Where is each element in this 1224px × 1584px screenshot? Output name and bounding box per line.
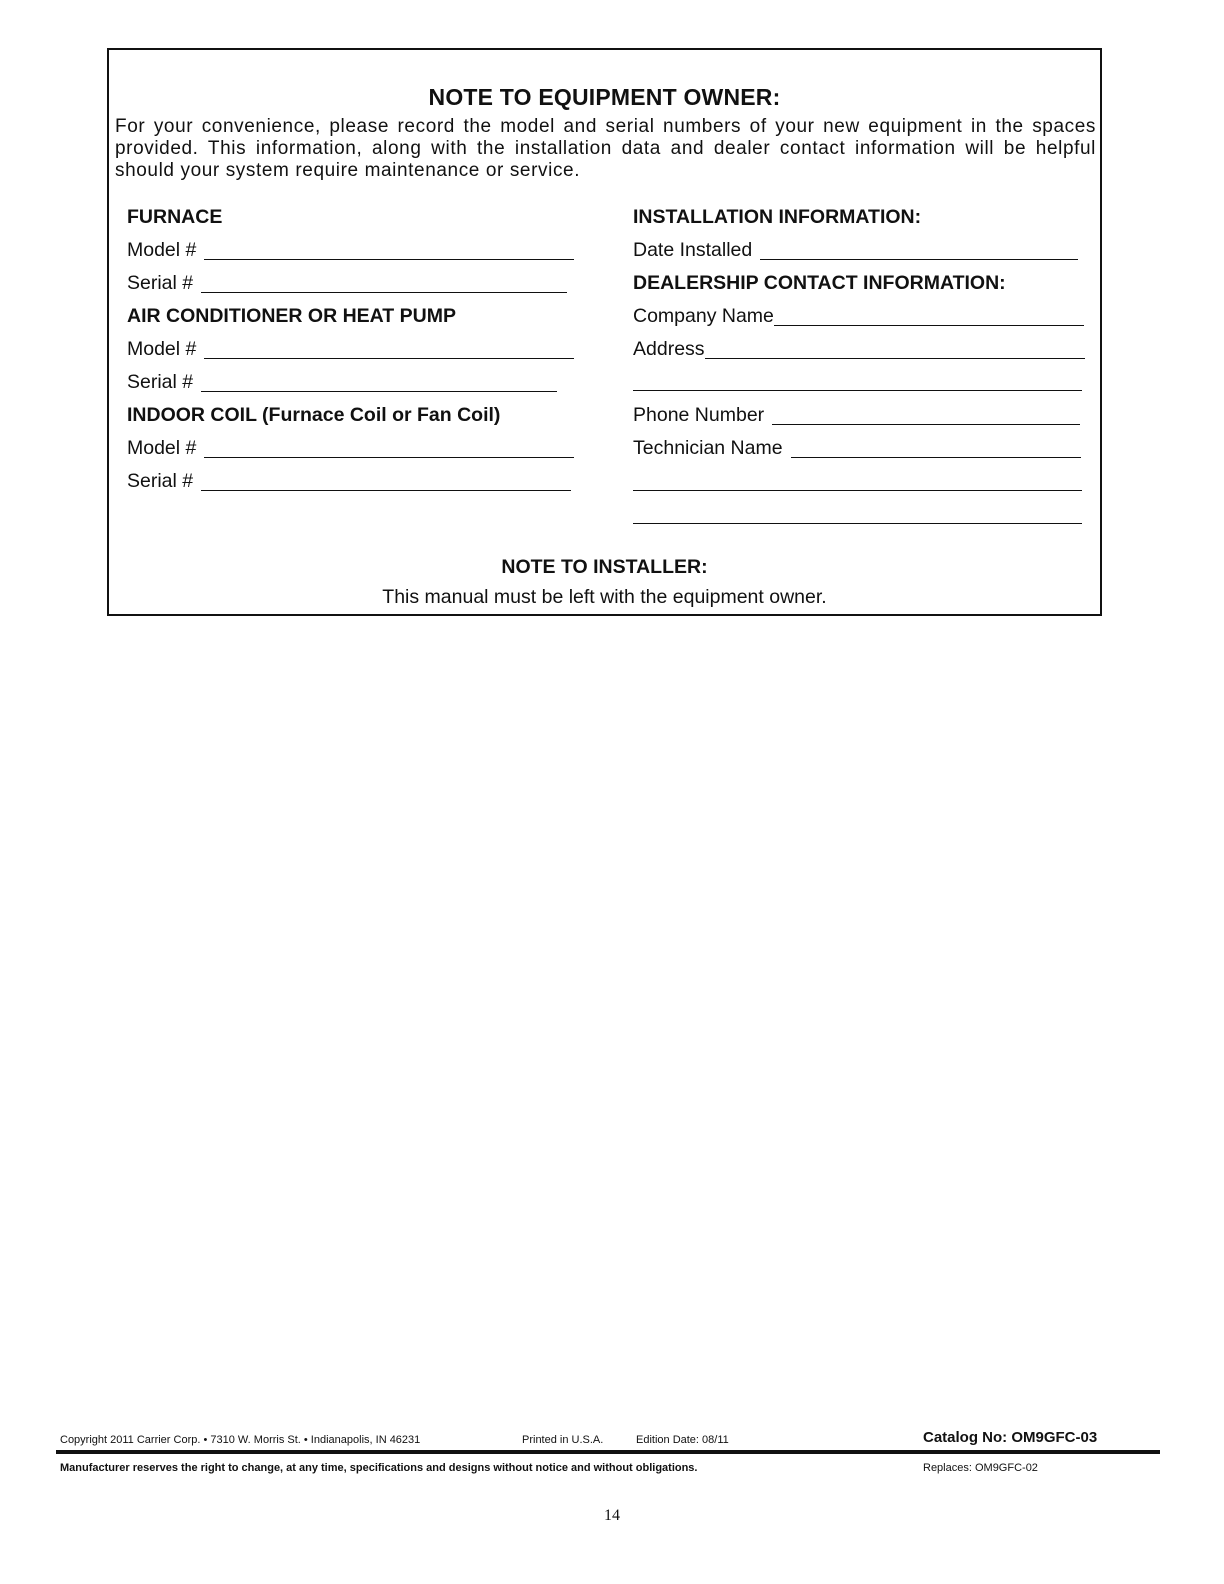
company-name-label: Company Name	[633, 305, 774, 327]
edition-date: Edition Date: 08/11	[636, 1434, 729, 1446]
furnace-serial-label: Serial #	[127, 272, 194, 294]
coil-heading: INDOOR COIL (Furnace Coil or Fan Coil)	[127, 404, 501, 426]
owner-note-intro: For your convenience, please record the model and serial numbers of your new equipment in the spaces provided. This information, along with the installation data and dealer contact information will be helpful should your system require maintenance or service.	[115, 116, 1096, 181]
coil-serial-label: Serial #	[127, 470, 194, 492]
technician-label: Technician Name	[633, 437, 783, 459]
disclaimer-text: Manufacturer reserves the right to change, at any time, specifications and designs without notice and without obligations.	[60, 1462, 698, 1474]
page-number: 14	[604, 1507, 620, 1524]
phone-label: Phone Number	[633, 404, 765, 426]
installer-note-text: This manual must be left with the equipment owner.	[382, 586, 827, 608]
coil-model-field[interactable]	[204, 456, 574, 458]
furnace-model-row	[127, 239, 574, 262]
furnace-serial-row	[127, 272, 567, 295]
notes-line-1[interactable]	[633, 490, 1082, 491]
catalog-number: Catalog No: OM9GFC-03	[923, 1429, 1098, 1446]
date-installed-label: Date Installed	[633, 239, 753, 261]
technician-field[interactable]	[791, 456, 1081, 458]
ac-model-field[interactable]	[204, 357, 574, 359]
footer-rule	[56, 1450, 1160, 1454]
installer-note-title: NOTE TO INSTALLER:	[501, 556, 708, 578]
furnace-model-field[interactable]	[204, 258, 574, 260]
phone-row	[633, 404, 1080, 427]
ac-heading: AIR CONDITIONER OR HEAT PUMP	[127, 305, 456, 327]
furnace-heading: FURNACE	[127, 206, 223, 228]
address-row	[633, 338, 1085, 361]
date-installed-field[interactable]	[760, 258, 1078, 260]
ac-serial-field[interactable]	[201, 390, 557, 392]
ac-serial-row	[127, 371, 557, 394]
owner-note-box	[107, 48, 1102, 616]
coil-model-row	[127, 437, 574, 460]
furnace-serial-field[interactable]	[201, 291, 567, 293]
copyright-text: Copyright 2011 Carrier Corp. • 7310 W. Morris St. • Indianapolis, IN 46231	[60, 1434, 421, 1446]
installation-heading: INSTALLATION INFORMATION:	[633, 206, 922, 228]
technician-row	[633, 437, 1081, 460]
address-label: Address	[633, 338, 705, 360]
phone-field[interactable]	[772, 423, 1080, 425]
furnace-model-label: Model #	[127, 239, 197, 261]
address-field[interactable]	[705, 357, 1085, 359]
company-name-row	[633, 305, 1084, 328]
ac-model-label: Model #	[127, 338, 197, 360]
ac-model-row	[127, 338, 574, 361]
owner-note-title: NOTE TO EQUIPMENT OWNER:	[428, 84, 781, 110]
dealership-heading: DEALERSHIP CONTACT INFORMATION:	[633, 272, 1006, 294]
company-name-field[interactable]	[774, 324, 1084, 326]
printed-text: Printed in U.S.A.	[522, 1434, 604, 1446]
coil-model-label: Model #	[127, 437, 197, 459]
coil-serial-row	[127, 470, 571, 493]
address-line-2[interactable]	[633, 390, 1082, 391]
coil-serial-field[interactable]	[201, 489, 571, 491]
ac-serial-label: Serial #	[127, 371, 194, 393]
notes-line-2[interactable]	[633, 523, 1082, 524]
date-installed-row	[633, 239, 1078, 262]
replaces-text: Replaces: OM9GFC-02	[923, 1462, 1038, 1474]
